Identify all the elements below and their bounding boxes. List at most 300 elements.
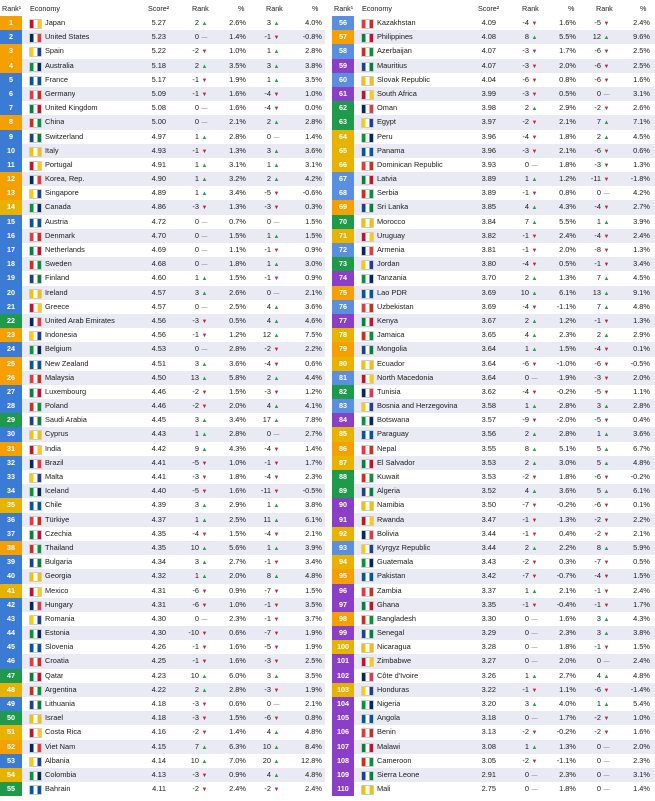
rank-change-b-value: -6	[594, 46, 601, 56]
up-arrow-icon: ▲	[531, 177, 538, 184]
rank-change-b	[260, 612, 280, 627]
rank-change-a-value: -3	[522, 88, 529, 98]
table-row	[0, 16, 325, 30]
score-value: 3.89	[481, 174, 496, 184]
rank-change-b-value: 4	[266, 315, 271, 325]
table-row	[0, 144, 325, 158]
pct-change-b: 1.6%	[633, 74, 650, 84]
rank-change-a	[518, 59, 538, 74]
score-value: 4.09	[481, 18, 496, 27]
economy-name: Austria	[45, 216, 69, 226]
pct-change-a: 6.0%	[229, 670, 246, 680]
economy-name: Kenya	[377, 315, 398, 325]
pct-change-b: 2.4%	[633, 18, 650, 27]
economy-name: United Kingdom	[45, 103, 98, 113]
rank-change-a-value: -1	[522, 514, 529, 524]
table-row	[332, 229, 655, 243]
pct-change-a: 3.1%	[229, 159, 246, 169]
pct-change-b: 2.2%	[633, 514, 650, 524]
economy-name: Hungary	[45, 599, 73, 609]
up-arrow-icon: ▲	[531, 347, 538, 354]
pct-change-b: 3.5%	[305, 599, 322, 609]
rank-badge: 5	[0, 73, 22, 87]
up-arrow-icon: ▲	[531, 588, 538, 595]
economy-name: Sierra Leone	[377, 769, 420, 779]
up-arrow-icon: ▲	[273, 304, 280, 311]
rank-change-b	[260, 598, 280, 613]
score-value: 4.46	[151, 386, 166, 396]
economy-name: Japan	[45, 18, 66, 27]
rank-change-b-value: -1	[594, 642, 601, 652]
pct-change-a: 1.6%	[229, 642, 246, 652]
score-value: 3.29	[481, 628, 496, 638]
down-arrow-icon: ▼	[273, 389, 280, 396]
header-rank-change-b: Rank	[266, 4, 283, 13]
pct-change-b: 1.7%	[633, 599, 650, 609]
rank-change-b-value: -4	[594, 230, 601, 240]
rank-change-a-value: 0	[524, 713, 529, 723]
pct-change-a: 2.3%	[559, 628, 576, 638]
down-arrow-icon: ▼	[273, 787, 280, 794]
rank-change-a	[188, 342, 208, 357]
rank-change-a-value: 1	[194, 188, 199, 198]
rank-change-b-value: -1	[264, 32, 271, 42]
table-row	[332, 413, 655, 427]
table-row	[0, 271, 325, 285]
down-arrow-icon: ▼	[603, 588, 610, 595]
rank-change-b	[260, 314, 280, 329]
rank-change-a	[518, 130, 538, 145]
table-row	[0, 30, 325, 44]
pct-change-b: -0.5%	[302, 486, 322, 496]
pct-change-a: 2.8%	[559, 401, 576, 411]
rank-badge: 69	[332, 200, 354, 214]
rank-change-a-value: 3	[194, 557, 199, 567]
rank-change-a-value: 0	[194, 344, 199, 354]
score-value: 3.43	[481, 557, 496, 567]
table-row	[332, 456, 655, 470]
score-value: 4.68	[151, 259, 166, 269]
score-value: 5.18	[151, 60, 166, 70]
rank-badge: 12	[0, 172, 22, 186]
rank-badge: 87	[332, 456, 354, 470]
rank-badge: 93	[332, 541, 354, 555]
rank-change-a-value: -2	[192, 386, 199, 396]
rank-change-b	[590, 73, 610, 88]
country-flag-icon	[29, 430, 42, 440]
rank-change-a	[518, 768, 538, 783]
score-value: 4.45	[151, 415, 166, 425]
pct-change-a: 1.9%	[229, 74, 246, 84]
score-value: 3.99	[481, 88, 496, 98]
rank-change-a-value: 0	[194, 613, 199, 623]
up-arrow-icon: ▲	[201, 545, 208, 552]
rank-change-b	[260, 342, 280, 357]
rank-change-b	[590, 172, 610, 187]
rank-change-b-value: 1	[266, 542, 271, 552]
country-flag-icon	[361, 218, 374, 228]
rank-change-b	[590, 541, 610, 556]
rank-change-a	[188, 768, 208, 783]
down-arrow-icon: ▼	[273, 35, 280, 42]
economy-name: Côte d'Ivoire	[377, 670, 419, 680]
rank-change-a-value: 8	[524, 32, 529, 42]
table-row	[0, 243, 325, 257]
rank-change-b-value: -1	[264, 273, 271, 283]
rank-badge: 10	[0, 144, 22, 158]
pct-change-b: 4.5%	[633, 273, 650, 283]
pct-change-a: 2.8%	[229, 344, 246, 354]
rank-change-a	[188, 612, 208, 627]
economy-name: Kazakhstan	[377, 18, 416, 27]
economy-name: Qatar	[45, 670, 64, 680]
pct-change-b: 4.8%	[633, 301, 650, 311]
rank-change-b-value: -1	[594, 259, 601, 269]
pct-change-b: 7.1%	[633, 117, 650, 127]
rank-change-b-value: -6	[594, 500, 601, 510]
country-flag-icon	[361, 388, 374, 398]
pct-change-b: 0.3%	[305, 202, 322, 212]
down-arrow-icon: ▼	[603, 248, 610, 254]
rank-badge: 29	[0, 413, 22, 427]
rank-badge: 96	[332, 584, 354, 598]
rank-badge: 98	[332, 612, 354, 626]
rank-change-b	[260, 101, 280, 116]
rank-badge: 50	[0, 711, 22, 725]
country-flag-icon	[361, 629, 374, 639]
score-value: 4.14	[151, 755, 166, 765]
economy-name: Israel	[45, 713, 64, 723]
pct-change-b: 0.5%	[633, 557, 650, 567]
table-row	[332, 371, 655, 385]
rank-change-b-value: 0	[266, 131, 271, 141]
down-arrow-icon: ▼	[603, 21, 610, 27]
rank-badge: 34	[0, 484, 22, 498]
economy-name: Tunisia	[377, 386, 401, 396]
down-arrow-icon: ▼	[531, 361, 538, 368]
score-value: 5.00	[151, 117, 166, 127]
pct-change-a: 1.5%	[229, 386, 246, 396]
pct-change-a: -0.2%	[556, 500, 576, 510]
down-arrow-icon: ▼	[201, 716, 208, 723]
rank-badge: 27	[0, 385, 22, 399]
pct-change-a: 6.3%	[229, 741, 246, 751]
down-arrow-icon: ▼	[603, 162, 610, 169]
rank-change-a	[188, 200, 208, 215]
pct-change-a: 1.8%	[559, 784, 576, 794]
rank-change-b-value: 20	[262, 755, 271, 765]
economy-name: Chile	[45, 500, 62, 510]
rank-change-a-value: 0	[524, 159, 529, 169]
rank-change-a	[518, 144, 538, 159]
pct-change-a: 1.1%	[229, 245, 246, 254]
pct-change-a: 1.5%	[229, 528, 246, 538]
rank-badge: 13	[0, 186, 22, 200]
economy-name: United States	[45, 32, 90, 42]
score-value: 4.32	[151, 571, 166, 581]
rank-change-b	[590, 385, 610, 400]
table-row	[332, 711, 655, 725]
down-arrow-icon: ▼	[603, 389, 610, 396]
economy-name: India	[45, 443, 62, 453]
country-flag-icon	[29, 672, 42, 682]
rank-change-a-value: -1	[192, 88, 199, 98]
rank-change-b-value: -5	[264, 642, 271, 652]
down-arrow-icon: ▼	[273, 659, 280, 666]
country-flag-icon	[29, 345, 42, 355]
score-value: 5.09	[151, 88, 166, 98]
rank-change-b-value: 1	[266, 259, 271, 269]
down-arrow-icon: ▼	[531, 120, 538, 127]
up-arrow-icon: ▲	[531, 404, 538, 411]
table-row	[332, 754, 655, 768]
rank-change-b	[590, 725, 610, 740]
rank-change-b	[590, 130, 610, 145]
pct-change-b: 3.5%	[305, 74, 322, 84]
pct-change-a: 2.8%	[229, 131, 246, 141]
pct-change-b: -0.5%	[630, 358, 650, 368]
up-arrow-icon: ▲	[201, 177, 208, 184]
country-flag-icon	[361, 743, 374, 753]
rank-change-b	[260, 399, 280, 414]
economy-name: Jamaica	[377, 330, 405, 340]
economy-name: Mongolia	[377, 344, 407, 354]
pct-change-a: 0.9%	[229, 769, 246, 779]
pct-change-a: 2.8%	[229, 429, 246, 439]
rank-change-b	[590, 569, 610, 584]
table-row	[332, 158, 655, 172]
score-value: 3.13	[481, 727, 496, 737]
country-flag-icon	[361, 161, 374, 171]
down-arrow-icon: ▼	[201, 318, 208, 325]
country-flag-icon	[361, 700, 374, 710]
rank-change-b	[590, 16, 610, 31]
pct-change-b: 3.5%	[305, 670, 322, 680]
no-change-icon: —	[531, 787, 538, 794]
rank-change-a	[188, 569, 208, 584]
pct-change-a: 1.6%	[229, 88, 246, 98]
rank-badge: 103	[332, 683, 354, 697]
pct-change-b: 3.8%	[305, 500, 322, 510]
up-arrow-icon: ▲	[273, 77, 280, 84]
down-arrow-icon: ▼	[603, 503, 610, 510]
rank-change-a	[518, 513, 538, 528]
economy-name: Netherlands	[45, 245, 85, 254]
score-value: 3.37	[481, 585, 496, 595]
pct-change-b: 1.9%	[305, 684, 322, 694]
up-arrow-icon: ▲	[273, 574, 280, 581]
rank-badge: 62	[332, 101, 354, 115]
economy-name: Azerbaijan	[377, 46, 412, 56]
economy-name: Zimbabwe	[377, 656, 412, 666]
pct-change-a: 0.9%	[229, 585, 246, 595]
pct-change-b: 1.5%	[633, 571, 650, 581]
score-value: 3.64	[481, 344, 496, 354]
down-arrow-icon: ▼	[201, 389, 208, 396]
rank-change-b	[590, 200, 610, 215]
rank-change-b-value: -6	[264, 713, 271, 723]
pct-change-b: 2.7%	[305, 429, 322, 439]
rank-change-b	[590, 669, 610, 684]
rank-change-a-value: 2	[524, 103, 529, 113]
rank-change-a	[518, 399, 538, 414]
up-arrow-icon: ▲	[603, 616, 610, 623]
pct-change-a: 2.7%	[229, 557, 246, 567]
rank-change-a	[518, 172, 538, 187]
rank-change-b-value: 4	[266, 727, 271, 737]
economy-name: Senegal	[377, 628, 405, 638]
rank-change-b	[590, 115, 610, 130]
rank-change-b	[260, 158, 280, 173]
economy-name: Peru	[377, 131, 393, 141]
rank-badge: 55	[0, 782, 22, 796]
country-flag-icon	[29, 516, 42, 526]
economy-name: South Africa	[377, 88, 417, 98]
pct-change-a: 2.9%	[559, 103, 576, 113]
country-flag-icon	[29, 615, 42, 625]
pct-change-a: 5.5%	[559, 32, 576, 42]
table-row	[0, 300, 325, 314]
table-row	[0, 73, 325, 87]
country-flag-icon	[361, 416, 374, 426]
rank-change-b	[590, 640, 610, 655]
score-value: 4.25	[151, 656, 166, 666]
rank-change-a-value: 3	[524, 699, 529, 708]
rank-change-b-value: -3	[264, 656, 271, 666]
rank-change-a	[518, 257, 538, 272]
table-row	[0, 130, 325, 144]
down-arrow-icon: ▼	[603, 517, 610, 524]
pct-change-b: 0.1%	[633, 500, 650, 510]
up-arrow-icon: ▲	[531, 460, 538, 467]
down-arrow-icon: ▼	[273, 489, 280, 496]
down-arrow-icon: ▼	[273, 531, 280, 538]
rank-badge: 18	[0, 257, 22, 271]
rank-change-a-value: -4	[522, 18, 529, 27]
pct-change-b: 1.9%	[305, 642, 322, 652]
rank-change-b	[260, 683, 280, 698]
up-arrow-icon: ▲	[273, 177, 280, 184]
table-row	[0, 115, 325, 129]
score-value: 4.08	[481, 32, 496, 42]
up-arrow-icon: ▲	[201, 687, 208, 694]
table-row	[0, 654, 325, 668]
table-row	[332, 101, 655, 115]
up-arrow-icon: ▲	[603, 446, 610, 453]
economy-name: Mauritius	[377, 60, 407, 70]
up-arrow-icon: ▲	[273, 120, 280, 127]
country-flag-icon	[361, 587, 374, 597]
pct-change-a: -1.1%	[556, 755, 576, 765]
table-row	[332, 16, 655, 30]
down-arrow-icon: ▼	[273, 347, 280, 354]
rank-change-b	[260, 754, 280, 769]
rank-badge: 95	[332, 569, 354, 583]
rank-change-b-value: -4	[264, 528, 271, 538]
rank-change-b	[260, 427, 280, 442]
rank-change-b	[590, 357, 610, 372]
economy-name: Bahrain	[45, 784, 71, 794]
country-flag-icon	[361, 530, 374, 540]
down-arrow-icon: ▼	[201, 49, 208, 56]
rank-change-a-value: 1	[524, 670, 529, 680]
down-arrow-icon: ▼	[273, 588, 280, 595]
rank-change-a	[518, 470, 538, 485]
rank-badge: 61	[332, 87, 354, 101]
down-arrow-icon: ▼	[201, 148, 208, 155]
rank-badge: 14	[0, 200, 22, 214]
rank-badge: 6	[0, 87, 22, 101]
pct-change-a: 2.4%	[559, 230, 576, 240]
score-value: 3.08	[481, 741, 496, 751]
country-flag-icon	[361, 643, 374, 653]
score-value: 4.35	[151, 528, 166, 538]
rank-change-b	[590, 470, 610, 485]
table-row	[332, 87, 655, 101]
rank-change-a-value: 0	[194, 103, 199, 113]
pct-change-a: 2.8%	[559, 429, 576, 439]
rank-change-a	[188, 286, 208, 301]
rank-badge: 92	[332, 527, 354, 541]
up-arrow-icon: ▲	[201, 673, 208, 680]
score-value: 2.75	[481, 784, 496, 794]
country-flag-icon	[29, 189, 42, 199]
economy-name: Tanzania	[377, 273, 407, 283]
table-body-right	[332, 16, 655, 796]
pct-change-b: 2.7%	[633, 202, 650, 212]
rank-badge: 22	[0, 314, 22, 328]
pct-change-b: 4.8%	[305, 769, 322, 779]
up-arrow-icon: ▲	[201, 134, 208, 141]
rank-change-b	[260, 725, 280, 740]
rank-change-a-value: 0	[194, 301, 199, 311]
rank-change-b	[260, 740, 280, 755]
country-flag-icon	[361, 657, 374, 667]
rank-change-a-value: 1	[194, 429, 199, 439]
economy-name: Namibia	[377, 500, 405, 510]
country-flag-icon	[361, 402, 374, 412]
header-score: Score²	[478, 4, 500, 13]
economy-name: Sri Lanka	[377, 202, 409, 212]
rank-change-b	[590, 612, 610, 627]
rank-change-b	[260, 87, 280, 102]
score-value: 4.18	[151, 713, 166, 723]
country-flag-icon	[29, 544, 42, 554]
pct-change-a: 2.0%	[559, 656, 576, 666]
country-flag-icon	[29, 374, 42, 384]
rank-change-a	[518, 357, 538, 372]
economy-name: Nicaragua	[377, 642, 411, 652]
country-flag-icon	[361, 303, 374, 313]
rank-change-a-value: 7	[194, 741, 199, 751]
score-value: 3.58	[481, 401, 496, 411]
rank-change-a-value: 1	[194, 159, 199, 169]
economy-name: Nigeria	[377, 699, 401, 708]
rank-change-a-value: -3	[192, 202, 199, 212]
pct-change-a: 1.0%	[229, 457, 246, 467]
table-row	[0, 172, 325, 186]
rank-badge: 3	[0, 44, 22, 58]
header-rank-change-b: Rank	[596, 4, 613, 13]
rank-change-b	[590, 697, 610, 712]
down-arrow-icon: ▼	[273, 716, 280, 723]
rank-change-b-value: -2	[264, 344, 271, 354]
rank-change-a	[518, 87, 538, 102]
economy-name: United Arab Emirates	[45, 315, 115, 325]
rank-change-b	[590, 399, 610, 414]
table-row	[332, 612, 655, 626]
country-flag-icon	[361, 289, 374, 299]
